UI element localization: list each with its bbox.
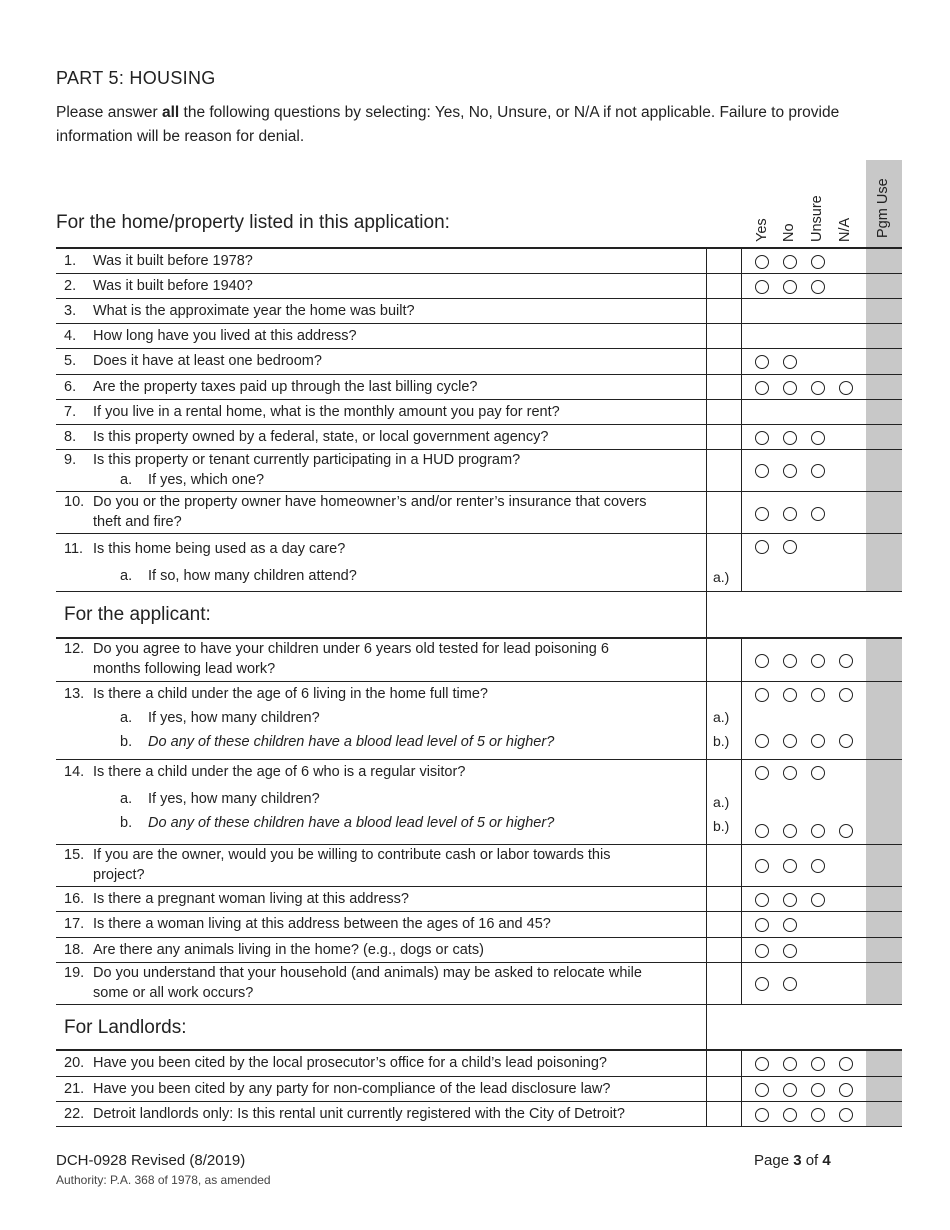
question-text: Are the property taxes paid up through the last billing cycle? xyxy=(93,379,478,395)
q5-no-radio[interactable] xyxy=(783,355,797,369)
q21-yes-radio[interactable] xyxy=(755,1083,769,1097)
question-number: 16. xyxy=(64,891,85,907)
question-text: Is there a pregnant woman living at this address? xyxy=(93,891,409,907)
question-text: Is there a child under the age of 6 who is a regular visitor? xyxy=(93,764,466,780)
q13-unsure-radio[interactable] xyxy=(811,688,825,702)
q10-unsure-radio[interactable] xyxy=(811,507,825,521)
q6-unsure-radio[interactable] xyxy=(811,381,825,395)
page-number: Page 3 of 4 xyxy=(754,1152,831,1169)
section-landlords-row xyxy=(56,1005,902,1051)
q20-no-radio[interactable] xyxy=(783,1057,797,1071)
q1-yes-radio[interactable] xyxy=(755,255,769,269)
question-text-cont: project? xyxy=(93,867,145,883)
section-landlords-heading: For Landlords: xyxy=(64,1017,187,1038)
col-unsure-label: Unsure xyxy=(809,195,825,242)
question-number: 10. xyxy=(64,494,85,510)
q16-unsure-radio[interactable] xyxy=(811,893,825,907)
sub-question-text: If yes, how many children? xyxy=(148,791,320,807)
question-text: Is this property owned by a federal, state, or local government agency? xyxy=(93,429,549,445)
q13-yes-radio[interactable] xyxy=(755,688,769,702)
form-id: DCH-0928 Revised (8/2019) xyxy=(56,1152,246,1169)
q14-yes-radio[interactable] xyxy=(755,766,769,780)
q22-na-radio[interactable] xyxy=(839,1108,853,1122)
answer-label-b: b.) xyxy=(713,733,730,749)
q8-no-radio[interactable] xyxy=(783,431,797,445)
q17-yes-radio[interactable] xyxy=(755,918,769,932)
answer-label-a: a.) xyxy=(713,709,730,725)
question-number: 2. xyxy=(64,278,77,294)
q16-no-radio[interactable] xyxy=(783,893,797,907)
question-row-18 xyxy=(56,938,902,963)
question-number: 6. xyxy=(64,379,77,395)
question-row-7 xyxy=(56,400,902,425)
question-row-13 xyxy=(56,682,902,760)
col-no-label: No xyxy=(781,223,797,242)
question-text: Was it built before 1940? xyxy=(93,278,253,294)
q10-no-radio[interactable] xyxy=(783,507,797,521)
question-text: If you are the owner, would you be willing to contribute cash or labor towards this xyxy=(93,847,611,863)
q18-no-radio[interactable] xyxy=(783,944,797,958)
question-text: Is there a woman living at this address between the ages of 16 and 45? xyxy=(93,916,551,932)
question-number: 1. xyxy=(64,253,77,269)
q9-unsure-radio[interactable] xyxy=(811,464,825,478)
answer-label-a: a.) xyxy=(713,794,730,810)
q13b-unsure-radio[interactable] xyxy=(811,734,825,748)
sub-question-text: If yes, how many children? xyxy=(148,710,320,726)
q10-yes-radio[interactable] xyxy=(755,507,769,521)
sub-label: a. xyxy=(120,791,133,807)
q2-unsure-radio[interactable] xyxy=(811,280,825,294)
q14b-no-radio[interactable] xyxy=(783,824,797,838)
question-row-8 xyxy=(56,425,902,450)
question-number: 19. xyxy=(64,965,85,981)
question-text-cont: some or all work occurs? xyxy=(93,985,254,1001)
question-text: Are there any animals living in the home? (e.g., dogs or cats) xyxy=(93,942,484,958)
q2-no-radio[interactable] xyxy=(783,280,797,294)
q16-yes-radio[interactable] xyxy=(755,893,769,907)
q14-unsure-radio[interactable] xyxy=(811,766,825,780)
section-home-heading: For the home/property listed in this application: xyxy=(56,212,450,233)
question-number: 22. xyxy=(64,1106,85,1122)
q15-unsure-radio[interactable] xyxy=(811,859,825,873)
col-yes-label: Yes xyxy=(754,218,770,242)
question-number: 7. xyxy=(64,404,77,420)
question-text: Is there a child under the age of 6 living in the home full time? xyxy=(93,686,488,702)
question-row-22 xyxy=(56,1102,902,1127)
sub-label: a. xyxy=(120,568,133,584)
sub-label: a. xyxy=(120,472,133,488)
q9-no-radio[interactable] xyxy=(783,464,797,478)
col-pgm-label: Pgm Use xyxy=(875,178,891,238)
question-text: If you live in a rental home, what is the monthly amount you pay for rent? xyxy=(93,404,560,420)
sub-label: a. xyxy=(120,710,133,726)
part-title: PART 5: HOUSING xyxy=(56,68,216,88)
q14b-unsure-radio[interactable] xyxy=(811,824,825,838)
question-number: 15. xyxy=(64,847,85,863)
question-row-6 xyxy=(56,375,902,400)
question-text: Have you been cited by any party for non-compliance of the lead disclosure law? xyxy=(93,1081,611,1097)
question-number: 11. xyxy=(64,541,84,557)
q15-yes-radio[interactable] xyxy=(755,859,769,873)
question-number: 13. xyxy=(64,686,85,702)
sub-label: b. xyxy=(120,734,133,750)
question-number: 14. xyxy=(64,764,85,780)
question-row-21 xyxy=(56,1077,902,1102)
q21-na-radio[interactable] xyxy=(839,1083,853,1097)
question-text: Does it have at least one bedroom? xyxy=(93,353,322,369)
question-text: Detroit landlords only: Is this rental unit currently registered with the City of Detroit? xyxy=(93,1106,625,1122)
question-number: 4. xyxy=(64,328,77,344)
q8-unsure-radio[interactable] xyxy=(811,431,825,445)
answer-label-a: a.) xyxy=(713,569,730,585)
question-row-19 xyxy=(56,963,902,1005)
question-text: What is the approximate year the home was built? xyxy=(93,303,415,319)
sub-question-text: If yes, which one? xyxy=(148,472,265,488)
q1-unsure-radio[interactable] xyxy=(811,255,825,269)
question-text: How long have you lived at this address? xyxy=(93,328,357,344)
question-row-9 xyxy=(56,450,902,492)
question-text: Was it built before 1978? xyxy=(93,253,253,269)
q18-yes-radio[interactable] xyxy=(755,944,769,958)
q12-yes-radio[interactable] xyxy=(755,654,769,668)
home-questions-table xyxy=(56,249,902,1127)
question-text: Do you or the property owner have homeowner’s and/or renter’s insurance that covers xyxy=(93,494,647,510)
question-row-10 xyxy=(56,492,902,534)
authority-note: Authority: P.A. 368 of 1978, as amended xyxy=(56,1173,271,1187)
question-row-20 xyxy=(56,1051,902,1077)
intro-text: Please answer all the following questions by selecting: Yes, No, Unsure, or N/A if not applicable. Failure to provide information will be reason for denial. xyxy=(56,104,840,145)
q22-yes-radio[interactable] xyxy=(755,1108,769,1122)
sub-label: b. xyxy=(120,815,133,831)
col-na-label: N/A xyxy=(837,217,853,242)
q21-unsure-radio[interactable] xyxy=(811,1083,825,1097)
question-text-cont: months following lead work? xyxy=(93,661,276,677)
section-applicant-row xyxy=(56,592,902,639)
q13b-yes-radio[interactable] xyxy=(755,734,769,748)
question-row-4 xyxy=(56,324,902,349)
answer-label-b: b.) xyxy=(713,818,730,834)
q20-na-radio[interactable] xyxy=(839,1057,853,1071)
question-text: Is this home being used as a day care? xyxy=(93,541,346,557)
q6-yes-radio[interactable] xyxy=(755,381,769,395)
question-row-11 xyxy=(56,534,902,592)
question-row-12 xyxy=(56,639,902,682)
q1-no-radio[interactable] xyxy=(783,255,797,269)
q11-no-radio[interactable] xyxy=(783,540,797,554)
q6-na-radio[interactable] xyxy=(839,381,853,395)
q17-no-radio[interactable] xyxy=(783,918,797,932)
q14b-na-radio[interactable] xyxy=(839,824,853,838)
q14b-yes-radio[interactable] xyxy=(755,824,769,838)
question-number: 21. xyxy=(64,1081,85,1097)
question-row-17 xyxy=(56,912,902,938)
sub-question-text: Do any of these children have a blood lead level of 5 or higher? xyxy=(148,734,555,750)
question-text-cont: theft and fire? xyxy=(93,514,182,530)
q13-no-radio[interactable] xyxy=(783,688,797,702)
question-row-15 xyxy=(56,845,902,887)
question-number: 12. xyxy=(64,641,85,657)
question-row-14 xyxy=(56,760,902,845)
question-text: Is this property or tenant currently participating in a HUD program? xyxy=(93,452,521,468)
question-number: 9. xyxy=(64,452,77,468)
q11-yes-radio[interactable] xyxy=(755,540,769,554)
question-number: 3. xyxy=(64,303,77,319)
q9-yes-radio[interactable] xyxy=(755,464,769,478)
q12-no-radio[interactable] xyxy=(783,654,797,668)
q6-no-radio[interactable] xyxy=(783,381,797,395)
question-number: 20. xyxy=(64,1055,85,1071)
section-applicant-heading: For the applicant: xyxy=(64,604,211,625)
question-number: 5. xyxy=(64,353,77,369)
q20-unsure-radio[interactable] xyxy=(811,1057,825,1071)
q22-no-radio[interactable] xyxy=(783,1108,797,1122)
q21-no-radio[interactable] xyxy=(783,1083,797,1097)
question-number: 17. xyxy=(64,916,85,932)
q12-na-radio[interactable] xyxy=(839,654,853,668)
sub-question-text: Do any of these children have a blood lead level of 5 or higher? xyxy=(148,815,555,831)
q12-unsure-radio[interactable] xyxy=(811,654,825,668)
q8-yes-radio[interactable] xyxy=(755,431,769,445)
q13-na-radio[interactable] xyxy=(839,688,853,702)
question-row-16 xyxy=(56,887,902,912)
q2-yes-radio[interactable] xyxy=(755,280,769,294)
q15-no-radio[interactable] xyxy=(783,859,797,873)
sub-question-text: If so, how many children attend? xyxy=(148,568,357,584)
question-number: 18. xyxy=(64,942,85,958)
q14-no-radio[interactable] xyxy=(783,766,797,780)
question-row-1 xyxy=(56,249,902,274)
question-row-5 xyxy=(56,349,902,375)
question-text: Do you agree to have your children under 6 years old tested for lead poisoning 6 xyxy=(93,641,609,657)
question-number: 8. xyxy=(64,429,77,445)
q20-yes-radio[interactable] xyxy=(755,1057,769,1071)
q19-yes-radio[interactable] xyxy=(755,977,769,991)
q19-no-radio[interactable] xyxy=(783,977,797,991)
q5-yes-radio[interactable] xyxy=(755,355,769,369)
q13b-no-radio[interactable] xyxy=(783,734,797,748)
question-text: Have you been cited by the local prosecutor’s office for a child’s lead poisoning? xyxy=(93,1055,607,1071)
q22-unsure-radio[interactable] xyxy=(811,1108,825,1122)
question-text: Do you understand that your household (and animals) may be asked to relocate while xyxy=(93,965,642,981)
q13b-na-radio[interactable] xyxy=(839,734,853,748)
question-row-3 xyxy=(56,299,902,324)
question-row-2 xyxy=(56,274,902,299)
